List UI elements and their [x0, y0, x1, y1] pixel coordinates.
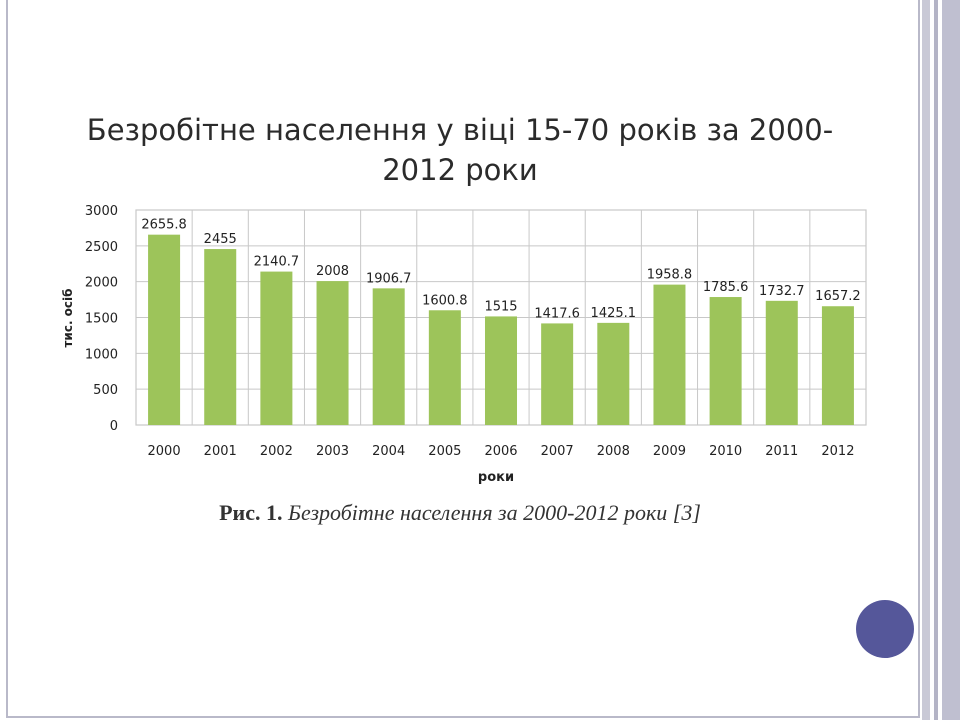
- bar: [260, 272, 292, 425]
- bar: [822, 306, 854, 425]
- figure-caption: [0, 500, 920, 526]
- data-label: 1732.7: [759, 283, 805, 299]
- y-axis-label: тис. осіб: [61, 288, 75, 348]
- bar: [766, 301, 798, 425]
- x-tick-label: 2009: [652, 444, 687, 459]
- bar: [429, 310, 461, 425]
- x-tick-label: 2008: [596, 444, 630, 459]
- bar: [541, 323, 573, 425]
- x-tick-label: 2005: [428, 444, 462, 459]
- x-tick-label: 2010: [709, 444, 743, 459]
- y-tick-label: 0: [109, 419, 118, 434]
- data-label: 1657.2: [815, 289, 861, 305]
- chart-title: Безробітне населення у віці 15-70 років за 2000-2012 роки: [86, 113, 834, 187]
- x-tick-label: 2000: [147, 444, 181, 459]
- data-label: 2008: [315, 264, 350, 280]
- x-tick-label: 2003: [315, 444, 350, 459]
- data-label: 1600.8: [422, 293, 468, 309]
- bar: [485, 316, 517, 425]
- data-label: 2655.8: [141, 217, 187, 233]
- data-label: 1515: [484, 299, 518, 315]
- x-tick-label: 2002: [259, 444, 293, 459]
- caption-label: Рис. 1.: [219, 500, 283, 525]
- data-label: 2140.7: [253, 254, 300, 270]
- y-tick-label: 2000: [84, 275, 118, 291]
- data-label: 1425.1: [590, 305, 637, 321]
- data-label: 1417.6: [534, 306, 580, 322]
- y-tick-label: 3000: [84, 204, 118, 219]
- x-tick-label: 2001: [203, 444, 237, 459]
- bar: [597, 323, 629, 425]
- bar: [317, 281, 349, 425]
- data-label: 1958.8: [646, 267, 693, 283]
- data-label: 1906.7: [365, 271, 412, 287]
- x-tick-label: 2004: [372, 444, 406, 459]
- y-tick-label: 2500: [84, 239, 118, 255]
- y-tick-label: 500: [93, 383, 118, 399]
- x-tick-label: 2007: [540, 444, 574, 459]
- bar: [710, 297, 742, 425]
- bar: [148, 235, 180, 425]
- caption-text: Безробітне населення за 2000-2012 роки [3]: [282, 500, 701, 525]
- x-tick-label: 2011: [765, 444, 799, 459]
- bar: [204, 249, 236, 425]
- bar: [653, 285, 685, 425]
- bar: [373, 288, 405, 425]
- y-tick-label: 1000: [84, 347, 118, 363]
- data-label: 2455: [203, 232, 237, 248]
- x-axis-label: роки: [477, 470, 515, 485]
- x-tick-label: 2006: [484, 444, 518, 459]
- y-tick-label: 1500: [84, 311, 118, 327]
- data-label: 1785.6: [702, 280, 749, 296]
- x-tick-label: 2012: [821, 444, 855, 459]
